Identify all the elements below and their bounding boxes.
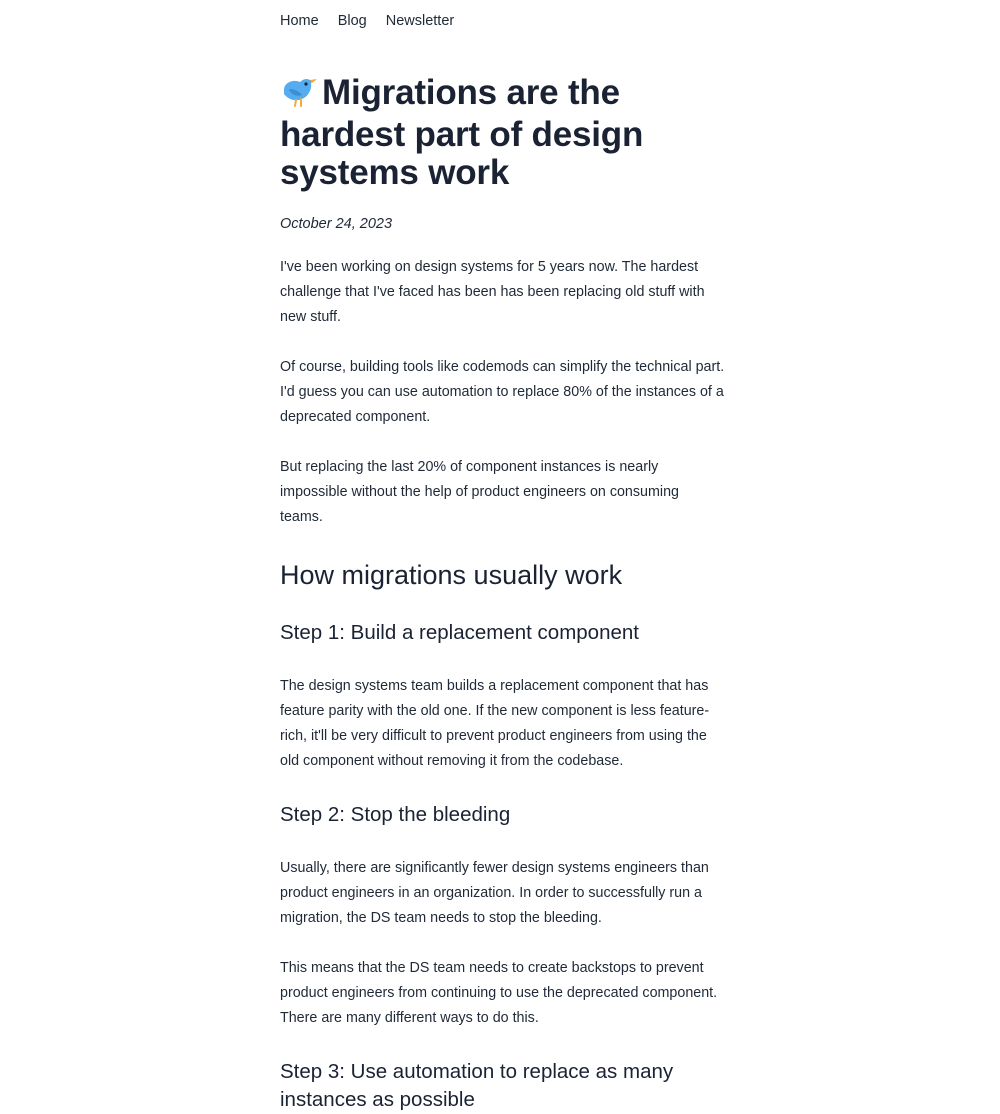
content-column <box>280 0 725 1114</box>
nav-home-link[interactable]: Home <box>280 13 319 29</box>
article-date: October 24, 2023 <box>280 216 393 232</box>
intro-paragraph-3: But replacing the last 20% of component instances is nearly impossible without the help of product engineers on consuming teams. <box>280 459 679 525</box>
bird-icon <box>280 76 318 116</box>
step-2-paragraph-1: Usually, there are significantly fewer design systems engineers than product engineers in an organization. In order to successfully run a migration, the DS team needs to stop the bleeding. <box>280 860 709 926</box>
nav-blog-link[interactable]: Blog <box>337 13 367 29</box>
step-2-paragraph-2: This means that the DS team needs to create backstops to prevent product engineers from continuing to use the deprecated component. There are many different ways to do this. <box>280 960 718 1026</box>
step-3-heading: Step 3: Use automation to replace as many instances as possible <box>280 1060 674 1111</box>
step-2-heading: Step 2: Stop the bleeding <box>280 803 511 826</box>
nav-newsletter-link[interactable]: Newsletter <box>385 13 455 29</box>
intro-paragraph-2: Of course, building tools like codemods can simplify the technical part. I'd guess you can use automation to replace 80% of the instances of a deprecated component. <box>280 359 725 425</box>
top-nav <box>280 0 725 33</box>
step-1-paragraph-1: The design systems team builds a replacement component that has feature parity with the old one. If the new component is less feature-rich, it'll be very difficult to prevent product engineers from using the old component without removing it from the codebase. <box>280 678 710 769</box>
section-heading: How migrations usually work <box>280 560 623 590</box>
intro-paragraph-1: I've been working on design systems for 5 years now. The hardest challenge that I've faced has been has been replacing old stuff with new stuff. <box>280 259 705 325</box>
article-title-text: Migrations are the hardest part of design systems work <box>280 73 644 192</box>
article-title <box>280 74 725 192</box>
step-1-heading: Step 1: Build a replacement component <box>280 621 639 644</box>
